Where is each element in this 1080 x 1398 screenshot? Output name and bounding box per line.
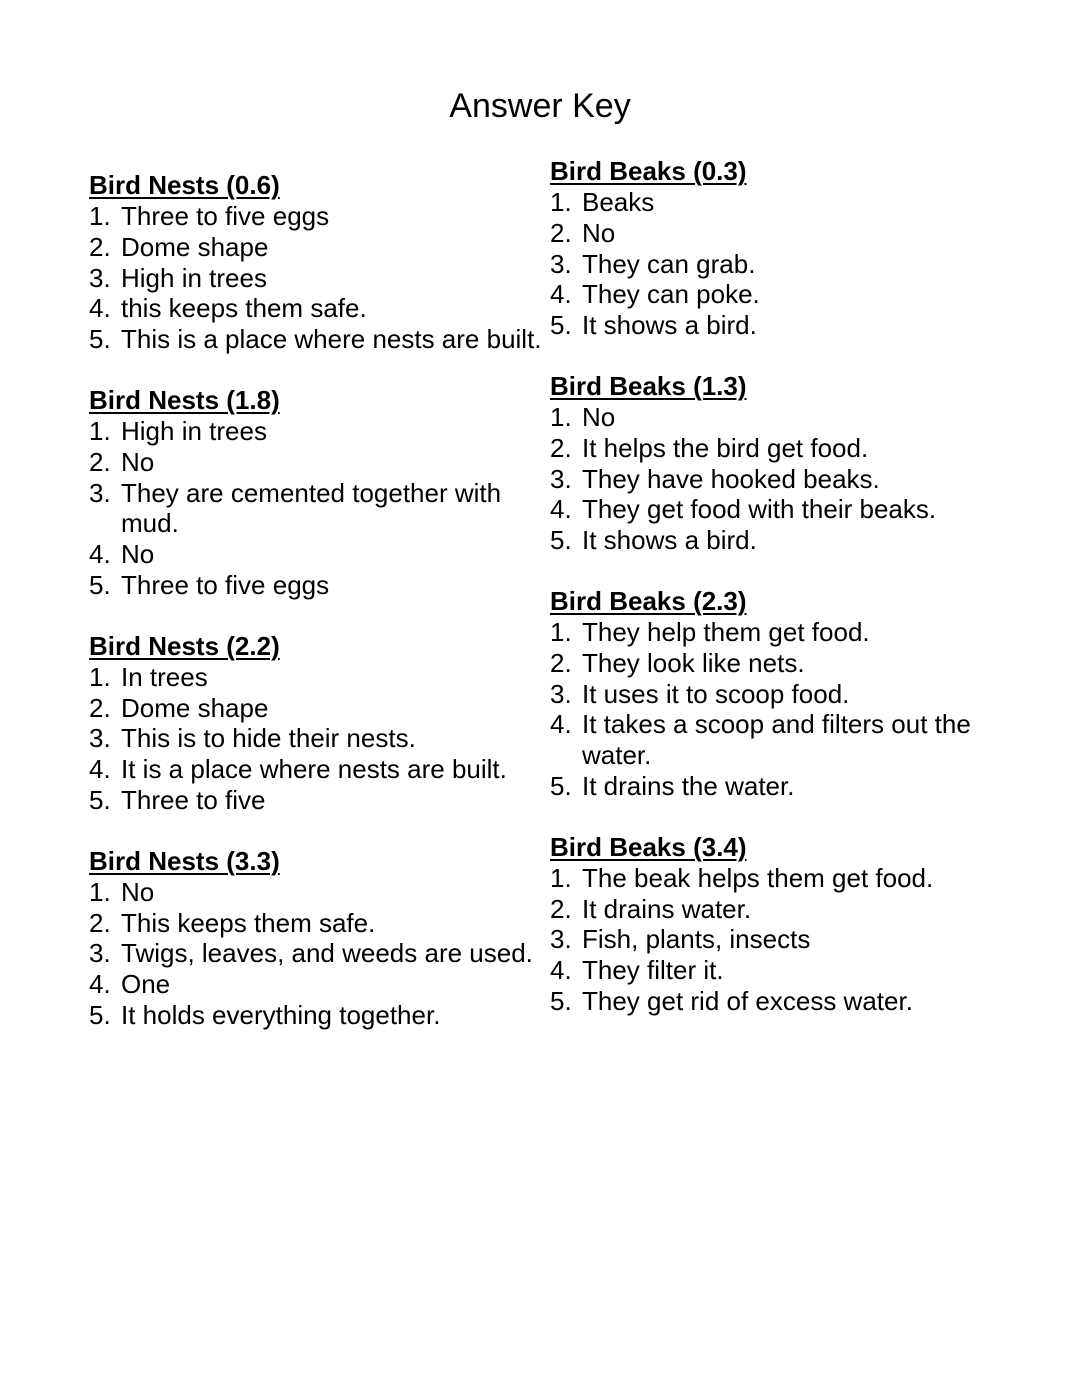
answer-item: 2. They look like nets. [550,648,990,679]
answer-item: 1. Beaks [550,187,990,218]
answer-section [89,846,559,1031]
answer-item: 2. Dome shape [89,232,559,263]
answer-item: 5. They get rid of excess water. [550,986,990,1017]
answer-text: It drains water. [582,893,752,924]
answer-item: 1. No [89,877,559,908]
section-title: Bird Nests (3.3) [89,845,280,876]
answer-text: It helps the bird get food. [582,432,869,463]
answer-item: 1. No [550,402,990,433]
answer-text: It takes a scoop and filters out the water. [582,709,971,771]
answer-item: 5. This is a place where nests are built. [89,324,559,355]
answer-item: 3. They can grab. [550,249,990,280]
answer-section [550,371,990,556]
section-title: Bird Nests (2.2) [89,630,280,661]
answer-text: Twigs, leaves, and weeds are used. [121,938,533,969]
answer-item: 1. In trees [89,662,559,693]
answer-text: this keeps them safe. [121,293,367,324]
answer-text: Beaks [582,187,655,217]
answer-list [89,201,559,355]
answer-text: No [582,401,616,432]
page-title: Answer Key [449,87,631,125]
answer-item: 5. It drains the water. [550,771,990,802]
answer-text: No [121,446,155,477]
answer-item: 4. They get food with their beaks. [550,494,990,525]
answer-text: This is a place where nests are built. [121,324,542,355]
answer-section [89,170,559,355]
section-title: Bird Beaks (1.3) [550,370,747,401]
answer-item: 4. It is a place where nests are built. [89,754,559,785]
answer-text: The beak helps them get food. [582,862,934,893]
section-title: Bird Nests (1.8) [89,384,280,415]
answer-item: 1. They help them get food. [550,617,990,648]
answer-item: 2. This keeps them safe. [89,908,559,939]
answer-text: They get food with their beaks. [582,494,937,525]
answer-item: 1. High in trees [89,416,559,447]
answer-list [550,402,990,556]
answer-section [550,832,990,1017]
answer-text: This keeps them safe. [121,907,376,938]
answer-text: It is a place where nests are built. [121,754,507,785]
answer-item: 5. It holds everything together. [89,1000,559,1031]
answer-text: It shows a bird. [582,525,757,556]
answer-text: It shows a bird. [582,310,757,341]
answer-text: They have hooked beaks. [582,463,880,494]
answer-text: In trees [121,661,208,692]
answer-item: 3. They are cemented together with mud. [89,478,559,540]
answer-text: They look like nets. [582,647,805,678]
answer-item: 4. It takes a scoop and filters out the water. [550,709,990,771]
answer-text: It drains the water. [582,770,795,801]
answer-section [550,586,990,802]
answer-text: No [121,539,155,570]
answer-list [89,416,559,601]
right-column [550,156,990,1047]
answer-item: 3. It uses it to scoop food. [550,679,990,710]
answer-text: Dome shape [121,231,269,262]
answer-text: Three to five eggs [121,569,330,600]
answer-section [89,631,559,816]
answer-text: Three to five eggs [121,201,330,231]
left-column [89,170,559,1061]
answer-text: It uses it to scoop food. [582,678,850,709]
answer-list [550,187,990,341]
answer-text: They can grab. [582,248,756,279]
answer-item: 2. No [89,447,559,478]
answer-item: 3. Twigs, leaves, and weeds are used. [89,938,559,969]
answer-section [550,156,990,341]
answer-item: 4. this keeps them safe. [89,293,559,324]
answer-item: 1. Three to five eggs [89,201,559,232]
section-title: Bird Beaks (0.3) [550,156,747,186]
answer-item: 3. They have hooked beaks. [550,464,990,495]
answer-text: No [121,876,155,907]
answer-item: 3. High in trees [89,263,559,294]
answer-item: 5. Three to five [89,785,559,816]
answer-item: 4. No [89,539,559,570]
answer-item: 4. One [89,969,559,1000]
answer-text: No [582,217,616,248]
answer-text: It holds everything together. [121,999,441,1030]
answer-item: 4. They can poke. [550,279,990,310]
section-title: Bird Beaks (2.3) [550,585,747,616]
section-title: Bird Nests (0.6) [89,170,280,200]
answer-text: They filter it. [582,955,724,986]
answer-text: Three to five [121,784,266,815]
answer-list [89,877,559,1031]
answer-section [89,385,559,601]
answer-item: 3. This is to hide their nests. [89,723,559,754]
answer-item: 4. They filter it. [550,955,990,986]
section-title: Bird Beaks (3.4) [550,831,747,862]
answer-text: They help them get food. [582,616,870,647]
answer-text: High in trees [121,415,267,446]
answer-text: This is to hide their nests. [121,723,416,754]
answer-item: 2. Dome shape [89,693,559,724]
answer-item: 5. It shows a bird. [550,310,990,341]
answer-list [89,662,559,816]
answer-text: Fish, plants, insects [582,924,811,955]
answer-item: 2. It helps the bird get food. [550,433,990,464]
answer-list [550,617,990,802]
answer-text: They can poke. [582,279,760,310]
answer-item: 2. It drains water. [550,894,990,925]
answer-list [550,863,990,1017]
answer-text: High in trees [121,262,267,293]
answer-item: 5. It shows a bird. [550,525,990,556]
answer-text: One [121,969,171,1000]
answer-item: 5. Three to five eggs [89,570,559,601]
answer-text: They are cemented together with mud. [121,477,502,539]
answer-text: Dome shape [121,692,269,723]
answer-item: 2. No [550,218,990,249]
answer-item: 1. The beak helps them get food. [550,863,990,894]
answer-item: 3. Fish, plants, insects [550,924,990,955]
answer-text: They get rid of excess water. [582,985,913,1016]
